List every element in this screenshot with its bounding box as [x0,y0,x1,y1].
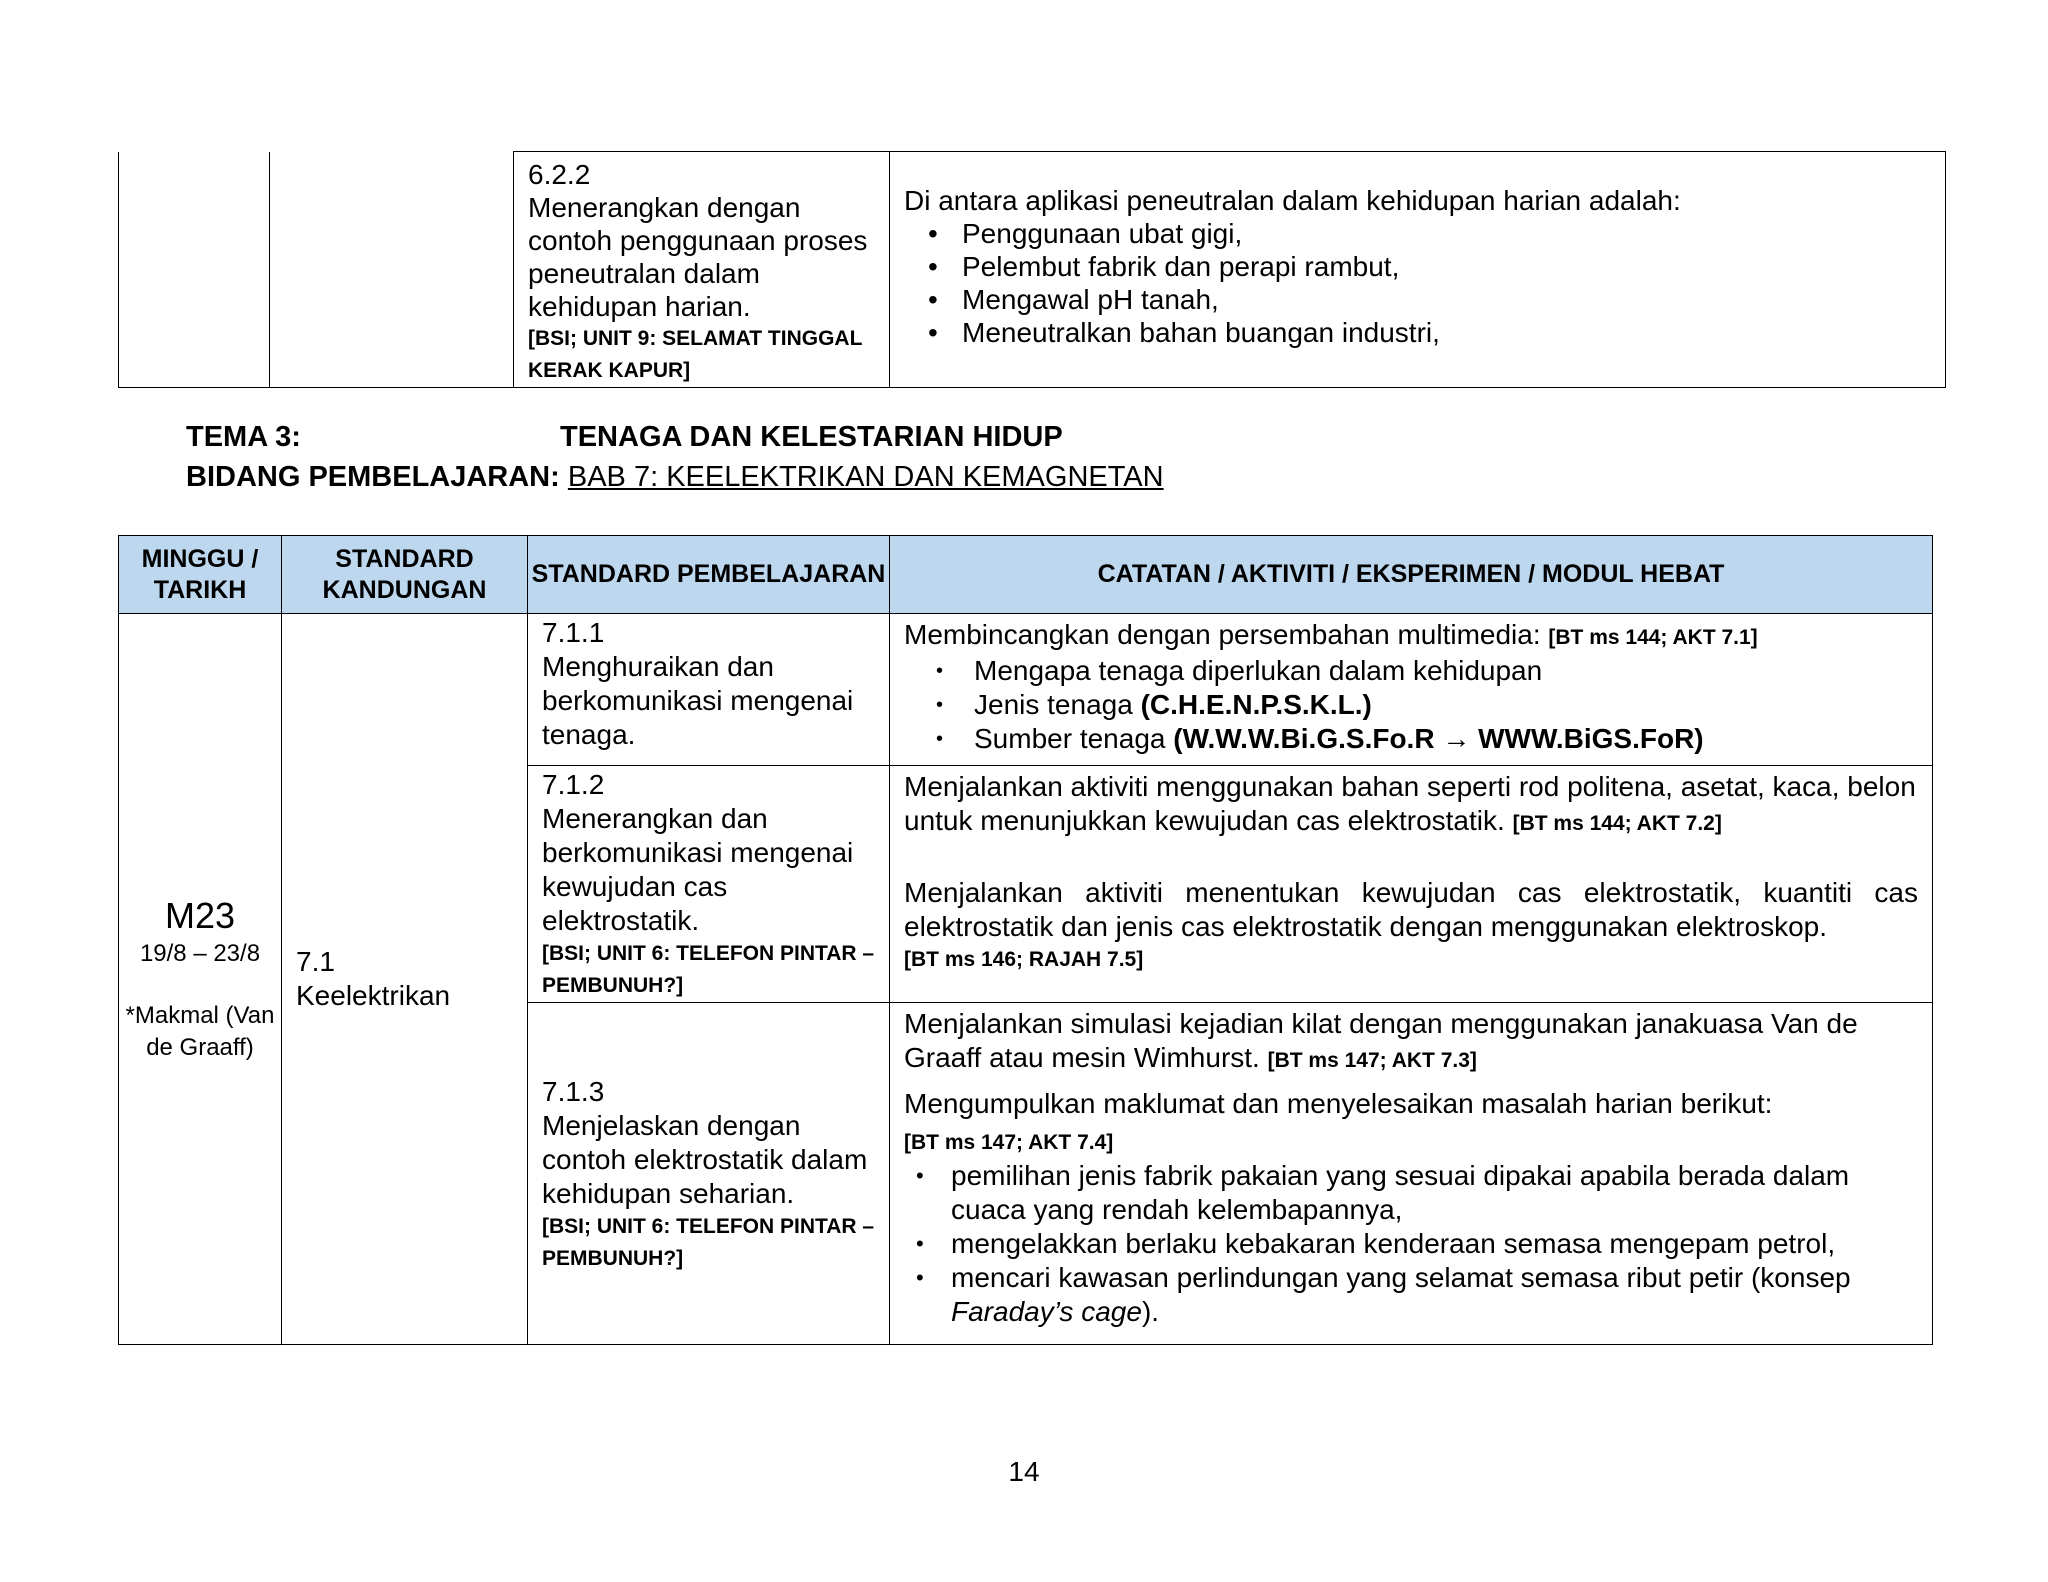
list-item: • pemilihan jenis fabrik pakaian yang sesuai dipakai apabila berada dalam cuaca yang rendah kelembapannya, [904,1159,1918,1227]
sp-text: Menerangkan dan berkomunikasi mengenai kewujudan cas elektrostatik. [542,803,854,936]
sp-code: 6.2.2 [528,159,591,190]
para-1 [904,1007,1918,1077]
list-item: • Penggunaan ubat gigi, [904,217,1931,250]
para-ref: [BT ms 146; RAJAH 7.5] [904,948,1144,971]
item-tail: ). [1141,1296,1160,1327]
page-number: 14 [1008,1456,1040,1487]
note-list [904,217,1931,349]
sp-text: Menerangkan dengan contoh penggunaan proses peneutralan dalam kehidupan harian. [528,192,868,322]
item-text: Jenis tenaga [974,689,1141,720]
empty-minggu-cell [119,152,270,388]
week-code: M23 [164,895,236,936]
note-intro: Di antara aplikasi peneutralan dalam kehidupan harian adalah: [904,185,1681,216]
list-item: • mengelakkan berlaku kebakaran kenderaan semasa mengepam petrol, [904,1227,1918,1261]
para-ref: [BT ms 147; AKT 7.4] [904,1131,1114,1154]
sk-code: 7.1 [296,946,335,977]
para-text: Menjalankan simulasi kejadian kilat dengan menggunakan janakuasa Van de Graaff atau mesin Wimhurst. [904,1008,1858,1073]
list-item: • Mengawal pH tanah, [904,283,1931,316]
sp-code: 7.1.3 [542,1075,605,1107]
sp-text: Menjelaskan dengan contoh elektrostatik dalam kehidupan seharian. [542,1109,868,1209]
catatan-7-1-3-cell [890,1003,1933,1345]
tema-heading [186,421,1063,454]
catatan-7-1-1-cell [890,614,1933,766]
list-item [904,688,1918,722]
para-2: Menjalankan aktiviti menentukan kewujudan cas elektrostatik, kuantiti cas elektrostatik dan jenis cas elektrostatik dengan menggunakan elektroskop. [904,877,1918,942]
note-cell [890,152,1946,388]
week-cell [119,614,282,1345]
item-text: mencari kawasan perlindungan yang selamat semasa ribut petir (konsep [951,1262,1851,1293]
bidang-heading [186,461,1164,494]
sp-code: 7.1.2 [542,769,605,800]
item-text: Sumber tenaga [974,723,1174,754]
header-minggu: MINGGU / TARIKH [119,536,282,614]
sp-text: Menghuraikan dan berkomunikasi mengenai tenaga. [542,651,854,750]
sp-code: 7.1.1 [542,617,605,648]
item-text: Mengapa tenaga diperlukan dalam kehidupan [974,655,1543,686]
sp-reference: [BSI; UNIT 6: TELEFON PINTAR – PEMBUNUH?] [542,942,875,997]
header-catatan: CATATAN / AKTIVITI / EKSPERIMEN / MODUL HEBAT [890,536,1933,614]
list-item [904,654,1918,688]
para-text: Menjalankan aktiviti menggunakan bahan seperti rod politena, asetat, kaca, belon untuk menunjukkan kewujudan cas elektrostatik. [904,771,1916,836]
list-item [904,1261,1918,1329]
problem-list [904,1159,1918,1329]
sp-7-1-2-cell [528,766,890,1003]
item-italic: Faraday’s cage [951,1296,1142,1327]
tema-value: TENAGA DAN KELESTARIAN HIDUP [560,421,1063,453]
list-item: • Meneutralkan bahan buangan industri, [904,316,1931,349]
list-item: • Pelembut fabrik dan perapi rambut, [904,250,1931,283]
sp-7-1-1-cell [528,614,890,766]
bidang-label: BIDANG PEMBELAJARAN: [186,461,560,493]
spacer [904,840,1918,876]
catatan-intro [904,618,1918,654]
bidang-value: BAB 7: KEELEKTRIKAN DAN KEMAGNETAN [567,461,1164,493]
intro-ref: [BT ms 144; AKT 7.1] [1548,626,1758,649]
empty-sk-cell [270,152,514,388]
para-ref: [BT ms 147; AKT 7.3] [1267,1049,1477,1072]
sp-7-1-3-cell [528,1003,890,1345]
item-bold: (W.W.W.Bi.G.S.Fo.R → WWW.BiGS.FoR) [1173,723,1704,754]
item-bold: (C.H.E.N.P.S.K.L.) [1140,689,1372,720]
continuation-table [118,151,1946,388]
para-ref: [BT ms 144; AKT 7.2] [1512,812,1722,835]
header-sp: STANDARD PEMBELAJARAN [528,536,890,614]
catatan-7-1-2-cell [890,766,1933,1003]
lesson-plan-table [118,535,1933,1345]
sk-title: Keelektrikan [296,980,451,1011]
para-1 [904,770,1918,840]
intro-text: Membincangkan dengan persembahan multimedia: [904,619,1541,650]
sp-reference: [BSI; UNIT 9: SELAMAT TINGGAL KERAK KAPUR] [528,327,863,382]
sp-6-2-2-cell [514,152,890,388]
energy-list [904,654,1918,756]
sk-cell [282,614,528,1345]
header-sk: STANDARD KANDUNGAN [282,536,528,614]
week-note: *Makmal (Van de Graaff) [125,1002,275,1061]
para-2: Mengumpulkan maklumat dan menyelesaikan masalah harian berikut: [904,1088,1773,1119]
tema-label: TEMA 3: [186,421,301,453]
list-item [904,722,1918,756]
week-dates: 19/8 – 23/8 [139,940,261,967]
sp-reference: [BSI; UNIT 6: TELEFON PINTAR – PEMBUNUH?] [542,1214,875,1270]
